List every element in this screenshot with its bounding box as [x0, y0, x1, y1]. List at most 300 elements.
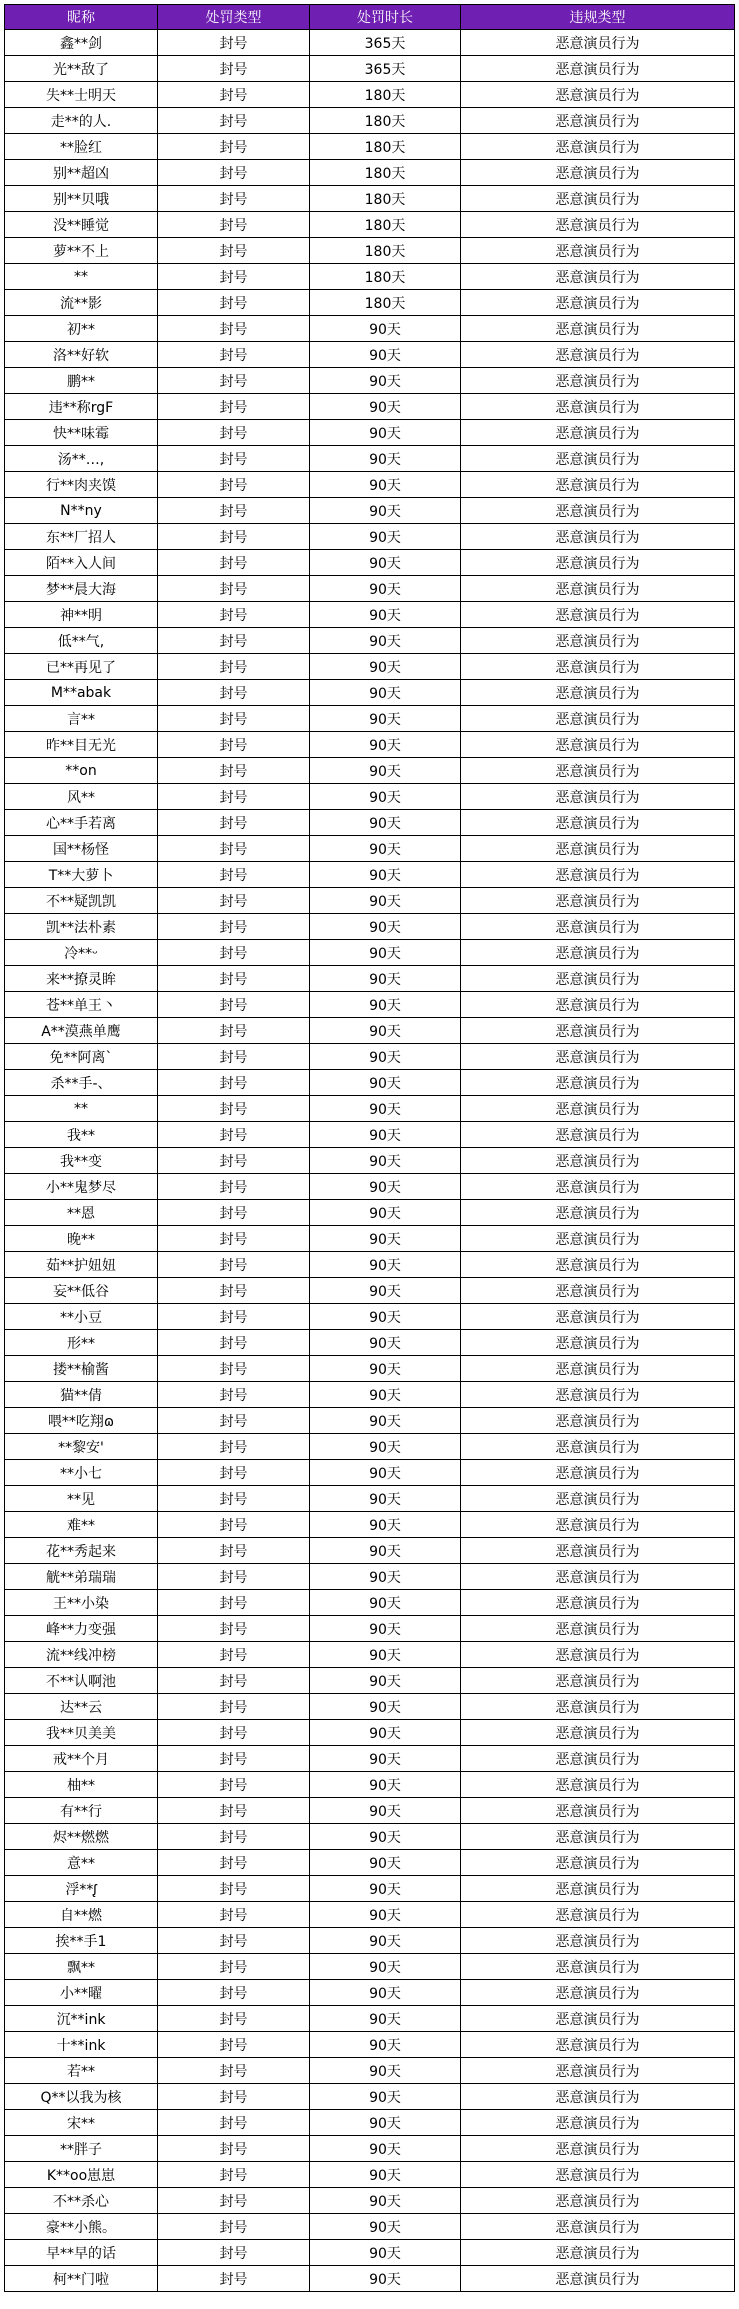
cell-penalty-type: 封号 [158, 1278, 310, 1303]
table-row [5, 2006, 735, 2032]
cell-penalty-duration: 90天 [310, 1538, 461, 1563]
cell-violation-type: 恶意演员行为 [461, 2110, 735, 2135]
cell-penalty-duration: 90天 [310, 1122, 461, 1147]
cell-nickname: 戒**个月 [5, 1746, 158, 1771]
cell-violation-type: 恶意演员行为 [461, 914, 735, 939]
cell-penalty-type: 封号 [158, 1642, 310, 1667]
cell-violation-type: 恶意演员行为 [461, 2032, 735, 2057]
cell-violation-type: 恶意演员行为 [461, 1096, 735, 1121]
table-row [5, 1538, 735, 1564]
cell-violation-type: 恶意演员行为 [461, 1850, 735, 1875]
cell-violation-type: 恶意演员行为 [461, 1980, 735, 2005]
cell-penalty-type: 封号 [158, 524, 310, 549]
cell-nickname: N**ny [5, 498, 158, 523]
cell-penalty-type: 封号 [158, 2084, 310, 2109]
cell-penalty-duration: 90天 [310, 498, 461, 523]
cell-violation-type: 恶意演员行为 [461, 628, 735, 653]
cell-penalty-type: 封号 [158, 1252, 310, 1277]
cell-nickname: 小**曜 [5, 1980, 158, 2005]
cell-nickname: Q**以我为核 [5, 2084, 158, 2109]
table-row [5, 758, 735, 784]
cell-penalty-type: 封号 [158, 2266, 310, 2291]
cell-penalty-duration: 90天 [310, 420, 461, 445]
cell-violation-type: 恶意演员行为 [461, 1460, 735, 1485]
cell-penalty-duration: 90天 [310, 1434, 461, 1459]
cell-violation-type: 恶意演员行为 [461, 2084, 735, 2109]
cell-nickname: 免**阿离` [5, 1044, 158, 1069]
cell-penalty-duration: 90天 [310, 2240, 461, 2265]
cell-nickname: 不**杀心 [5, 2188, 158, 2213]
cell-penalty-type: 封号 [158, 2032, 310, 2057]
cell-penalty-duration: 180天 [310, 82, 461, 107]
cell-violation-type: 恶意演员行为 [461, 1304, 735, 1329]
cell-violation-type: 恶意演员行为 [461, 1954, 735, 1979]
cell-violation-type: 恶意演员行为 [461, 810, 735, 835]
cell-penalty-duration: 90天 [310, 472, 461, 497]
cell-violation-type: 恶意演员行为 [461, 1044, 735, 1069]
cell-nickname: 凯**法朴素 [5, 914, 158, 939]
cell-penalty-type: 封号 [158, 914, 310, 939]
table-row [5, 394, 735, 420]
table-row [5, 1642, 735, 1668]
cell-penalty-duration: 180天 [310, 108, 461, 133]
table-row [5, 316, 735, 342]
cell-penalty-duration: 90天 [310, 2032, 461, 2057]
cell-violation-type: 恶意演员行为 [461, 1902, 735, 1927]
cell-penalty-duration: 90天 [310, 2006, 461, 2031]
cell-nickname: 挨**手1 [5, 1928, 158, 1953]
cell-penalty-type: 封号 [158, 420, 310, 445]
cell-penalty-type: 封号 [158, 810, 310, 835]
table-row [5, 498, 735, 524]
cell-penalty-duration: 90天 [310, 966, 461, 991]
table-row [5, 1746, 735, 1772]
cell-penalty-duration: 180天 [310, 290, 461, 315]
cell-nickname: 苍**单王丶 [5, 992, 158, 1017]
cell-violation-type: 恶意演员行为 [461, 1148, 735, 1173]
cell-penalty-duration: 90天 [310, 1928, 461, 1953]
cell-penalty-type: 封号 [158, 1616, 310, 1641]
cell-violation-type: 恶意演员行为 [461, 1356, 735, 1381]
cell-penalty-type: 封号 [158, 966, 310, 991]
cell-penalty-duration: 90天 [310, 706, 461, 731]
cell-penalty-duration: 90天 [310, 992, 461, 1017]
cell-penalty-type: 封号 [158, 2136, 310, 2161]
cell-penalty-type: 封号 [158, 1980, 310, 2005]
cell-nickname: **小七 [5, 1460, 158, 1485]
cell-violation-type: 恶意演员行为 [461, 706, 735, 731]
cell-penalty-duration: 90天 [310, 1746, 461, 1771]
table-row [5, 576, 735, 602]
header-penalty-duration: 处罚时长 [310, 5, 461, 29]
cell-violation-type: 恶意演员行为 [461, 1590, 735, 1615]
cell-violation-type: 恶意演员行为 [461, 1772, 735, 1797]
cell-penalty-type: 封号 [158, 186, 310, 211]
cell-violation-type: 恶意演员行为 [461, 1174, 735, 1199]
cell-nickname: 茹**护妞妞 [5, 1252, 158, 1277]
cell-penalty-duration: 90天 [310, 1564, 461, 1589]
table-row [5, 1356, 735, 1382]
cell-penalty-duration: 90天 [310, 446, 461, 471]
cell-violation-type: 恶意演员行为 [461, 2058, 735, 2083]
table-row [5, 2136, 735, 2162]
cell-nickname: **恩 [5, 1200, 158, 1225]
table-row [5, 680, 735, 706]
cell-penalty-duration: 90天 [310, 1382, 461, 1407]
cell-penalty-duration: 90天 [310, 1070, 461, 1095]
cell-penalty-type: 封号 [158, 1902, 310, 1927]
cell-penalty-type: 封号 [158, 1122, 310, 1147]
cell-penalty-type: 封号 [158, 784, 310, 809]
table-row [5, 862, 735, 888]
penalty-table [4, 4, 735, 2292]
cell-violation-type: 恶意演员行为 [461, 1642, 735, 1667]
cell-nickname: 晚** [5, 1226, 158, 1251]
cell-nickname: 流**影 [5, 290, 158, 315]
cell-penalty-duration: 90天 [310, 1642, 461, 1667]
cell-penalty-type: 封号 [158, 264, 310, 289]
cell-violation-type: 恶意演员行为 [461, 368, 735, 393]
cell-penalty-duration: 90天 [310, 1590, 461, 1615]
cell-nickname: 自**燃 [5, 1902, 158, 1927]
cell-violation-type: 恶意演员行为 [461, 680, 735, 705]
cell-penalty-type: 封号 [158, 992, 310, 1017]
cell-penalty-type: 封号 [158, 1564, 310, 1589]
cell-nickname: 风** [5, 784, 158, 809]
cell-nickname: 妄**低谷 [5, 1278, 158, 1303]
cell-penalty-duration: 90天 [310, 680, 461, 705]
table-header [5, 4, 735, 30]
cell-violation-type: 恶意演员行为 [461, 316, 735, 341]
cell-penalty-duration: 90天 [310, 1616, 461, 1641]
cell-nickname: **黎安' [5, 1434, 158, 1459]
table-row [5, 2032, 735, 2058]
cell-penalty-type: 封号 [158, 2188, 310, 2213]
cell-nickname: 沉**ink [5, 2006, 158, 2031]
cell-violation-type: 恶意演员行为 [461, 1330, 735, 1355]
cell-penalty-duration: 90天 [310, 1226, 461, 1251]
table-row [5, 82, 735, 108]
cell-nickname: 国**杨怪 [5, 836, 158, 861]
cell-penalty-type: 封号 [158, 472, 310, 497]
cell-violation-type: 恶意演员行为 [461, 290, 735, 315]
table-row [5, 1200, 735, 1226]
cell-nickname: 鹏** [5, 368, 158, 393]
table-row [5, 1434, 735, 1460]
cell-violation-type: 恶意演员行为 [461, 836, 735, 861]
table-row [5, 420, 735, 446]
cell-nickname: 鑫**剑 [5, 30, 158, 55]
table-row [5, 2214, 735, 2240]
cell-penalty-type: 封号 [158, 1434, 310, 1459]
table-row [5, 1018, 735, 1044]
cell-nickname: **见 [5, 1486, 158, 1511]
table-row [5, 1668, 735, 1694]
table-row [5, 1330, 735, 1356]
cell-penalty-duration: 90天 [310, 1772, 461, 1797]
cell-nickname: 不**认啊池 [5, 1668, 158, 1693]
cell-nickname: 喂**吃翔ɷ [5, 1408, 158, 1433]
cell-penalty-duration: 90天 [310, 2084, 461, 2109]
cell-penalty-duration: 90天 [310, 1408, 461, 1433]
table-row [5, 368, 735, 394]
cell-penalty-type: 封号 [158, 1460, 310, 1485]
cell-nickname: 心**手若离 [5, 810, 158, 835]
cell-violation-type: 恶意演员行为 [461, 2266, 735, 2291]
cell-penalty-type: 封号 [158, 2058, 310, 2083]
cell-violation-type: 恶意演员行为 [461, 2214, 735, 2239]
table-row [5, 992, 735, 1018]
cell-nickname: 柯**门啦 [5, 2266, 158, 2291]
cell-penalty-duration: 90天 [310, 1096, 461, 1121]
cell-violation-type: 恶意演员行为 [461, 654, 735, 679]
cell-penalty-duration: 90天 [310, 2266, 461, 2291]
cell-nickname: 别**贝哦 [5, 186, 158, 211]
cell-nickname: K**oo崽崽 [5, 2162, 158, 2187]
cell-violation-type: 恶意演员行为 [461, 1616, 735, 1641]
cell-violation-type: 恶意演员行为 [461, 1746, 735, 1771]
cell-violation-type: 恶意演员行为 [461, 186, 735, 211]
cell-penalty-duration: 90天 [310, 550, 461, 575]
table-row [5, 1694, 735, 1720]
cell-nickname: 豪**小熊。 [5, 2214, 158, 2239]
cell-penalty-duration: 90天 [310, 758, 461, 783]
cell-penalty-duration: 90天 [310, 654, 461, 679]
cell-violation-type: 恶意演员行为 [461, 342, 735, 367]
cell-penalty-duration: 90天 [310, 1694, 461, 1719]
cell-nickname: 我** [5, 1122, 158, 1147]
cell-nickname: 行**肉夹馍 [5, 472, 158, 497]
table-row [5, 1278, 735, 1304]
cell-penalty-type: 封号 [158, 1174, 310, 1199]
cell-penalty-duration: 90天 [310, 2188, 461, 2213]
cell-nickname: 失**士明天 [5, 82, 158, 107]
cell-penalty-type: 封号 [158, 628, 310, 653]
cell-nickname: 小**鬼梦尽 [5, 1174, 158, 1199]
cell-penalty-duration: 90天 [310, 1018, 461, 1043]
cell-penalty-type: 封号 [158, 1720, 310, 1745]
cell-violation-type: 恶意演员行为 [461, 2136, 735, 2161]
cell-penalty-type: 封号 [158, 550, 310, 575]
table-row [5, 810, 735, 836]
table-row [5, 1564, 735, 1590]
cell-penalty-duration: 90天 [310, 862, 461, 887]
cell-nickname: ** [5, 264, 158, 289]
cell-penalty-duration: 90天 [310, 1148, 461, 1173]
cell-violation-type: 恶意演员行为 [461, 2162, 735, 2187]
cell-nickname: 猫**倩 [5, 1382, 158, 1407]
cell-nickname: 低**气, [5, 628, 158, 653]
cell-penalty-duration: 180天 [310, 160, 461, 185]
cell-penalty-duration: 90天 [310, 524, 461, 549]
cell-penalty-duration: 90天 [310, 914, 461, 939]
cell-nickname: T**大萝卜 [5, 862, 158, 887]
cell-penalty-duration: 90天 [310, 394, 461, 419]
cell-penalty-duration: 90天 [310, 1980, 461, 2005]
cell-penalty-duration: 180天 [310, 186, 461, 211]
cell-penalty-type: 封号 [158, 108, 310, 133]
table-row [5, 1070, 735, 1096]
cell-violation-type: 恶意演员行为 [461, 1512, 735, 1537]
cell-penalty-type: 封号 [158, 160, 310, 185]
table-row [5, 1980, 735, 2006]
cell-violation-type: 恶意演员行为 [461, 602, 735, 627]
cell-violation-type: 恶意演员行为 [461, 1200, 735, 1225]
cell-nickname: **小豆 [5, 1304, 158, 1329]
cell-penalty-type: 封号 [158, 2162, 310, 2187]
cell-penalty-type: 封号 [158, 1486, 310, 1511]
table-row [5, 1460, 735, 1486]
table-row [5, 238, 735, 264]
cell-nickname: 飘** [5, 1954, 158, 1979]
cell-penalty-duration: 90天 [310, 810, 461, 835]
cell-nickname: 光**敌了 [5, 56, 158, 81]
cell-penalty-duration: 90天 [310, 1954, 461, 1979]
table-row [5, 1798, 735, 1824]
cell-nickname: 别**超凶 [5, 160, 158, 185]
header-violation-type: 违规类型 [461, 5, 735, 29]
cell-nickname: 言** [5, 706, 158, 731]
table-row [5, 1928, 735, 1954]
cell-penalty-type: 封号 [158, 30, 310, 55]
cell-violation-type: 恶意演员行为 [461, 420, 735, 445]
cell-penalty-duration: 90天 [310, 1330, 461, 1355]
cell-violation-type: 恶意演员行为 [461, 134, 735, 159]
cell-penalty-type: 封号 [158, 1200, 310, 1225]
header-nickname: 昵称 [5, 5, 158, 29]
cell-violation-type: 恶意演员行为 [461, 160, 735, 185]
cell-violation-type: 恶意演员行为 [461, 524, 735, 549]
cell-penalty-type: 封号 [158, 56, 310, 81]
cell-violation-type: 恶意演员行为 [461, 2240, 735, 2265]
cell-penalty-duration: 90天 [310, 1356, 461, 1381]
cell-nickname: 达**云 [5, 1694, 158, 1719]
cell-nickname: 不**疑凯凯 [5, 888, 158, 913]
cell-penalty-type: 封号 [158, 82, 310, 107]
cell-penalty-type: 封号 [158, 706, 310, 731]
cell-nickname: 难** [5, 1512, 158, 1537]
cell-penalty-type: 封号 [158, 1382, 310, 1407]
cell-penalty-type: 封号 [158, 1954, 310, 1979]
cell-penalty-duration: 90天 [310, 1798, 461, 1823]
cell-nickname: 意** [5, 1850, 158, 1875]
cell-penalty-type: 封号 [158, 1304, 310, 1329]
cell-penalty-duration: 90天 [310, 1044, 461, 1069]
cell-nickname: 若** [5, 2058, 158, 2083]
cell-penalty-type: 封号 [158, 1798, 310, 1823]
cell-violation-type: 恶意演员行为 [461, 888, 735, 913]
cell-penalty-duration: 180天 [310, 238, 461, 263]
cell-penalty-duration: 90天 [310, 1668, 461, 1693]
table-row [5, 342, 735, 368]
cell-violation-type: 恶意演员行为 [461, 82, 735, 107]
cell-violation-type: 恶意演员行为 [461, 1382, 735, 1407]
cell-penalty-type: 封号 [158, 862, 310, 887]
cell-violation-type: 恶意演员行为 [461, 862, 735, 887]
cell-nickname: 花**秀起来 [5, 1538, 158, 1563]
table-row [5, 212, 735, 238]
table-row [5, 2188, 735, 2214]
cell-nickname: 汤**…, [5, 446, 158, 471]
table-row [5, 160, 735, 186]
cell-penalty-type: 封号 [158, 1070, 310, 1095]
cell-penalty-duration: 90天 [310, 836, 461, 861]
cell-violation-type: 恶意演员行为 [461, 758, 735, 783]
cell-penalty-type: 封号 [158, 1824, 310, 1849]
cell-violation-type: 恶意演员行为 [461, 1226, 735, 1251]
cell-penalty-type: 封号 [158, 1148, 310, 1173]
table-body [5, 30, 735, 2292]
table-row [5, 2084, 735, 2110]
cell-penalty-duration: 90天 [310, 888, 461, 913]
cell-penalty-type: 封号 [158, 498, 310, 523]
cell-violation-type: 恶意演员行为 [461, 2188, 735, 2213]
table-row [5, 1174, 735, 1200]
cell-violation-type: 恶意演员行为 [461, 1538, 735, 1563]
cell-violation-type: 恶意演员行为 [461, 498, 735, 523]
cell-violation-type: 恶意演员行为 [461, 2006, 735, 2031]
cell-penalty-duration: 90天 [310, 342, 461, 367]
cell-nickname: 早**早的话 [5, 2240, 158, 2265]
cell-penalty-duration: 90天 [310, 2058, 461, 2083]
cell-penalty-type: 封号 [158, 940, 310, 965]
cell-penalty-duration: 365天 [310, 30, 461, 55]
cell-violation-type: 恶意演员行为 [461, 1928, 735, 1953]
cell-penalty-type: 封号 [158, 1746, 310, 1771]
cell-penalty-duration: 90天 [310, 1174, 461, 1199]
cell-penalty-type: 封号 [158, 446, 310, 471]
cell-nickname: 形** [5, 1330, 158, 1355]
cell-violation-type: 恶意演员行为 [461, 108, 735, 133]
cell-penalty-duration: 90天 [310, 628, 461, 653]
cell-nickname: 已**再见了 [5, 654, 158, 679]
cell-penalty-type: 封号 [158, 394, 310, 419]
cell-violation-type: 恶意演员行为 [461, 1122, 735, 1147]
cell-nickname: 浮**ᶘ [5, 1876, 158, 1901]
table-row [5, 108, 735, 134]
header-penalty-type: 处罚类型 [158, 5, 310, 29]
cell-nickname: ** [5, 1096, 158, 1121]
cell-violation-type: 恶意演员行为 [461, 1668, 735, 1693]
table-row [5, 1226, 735, 1252]
cell-penalty-type: 封号 [158, 316, 310, 341]
table-row [5, 1902, 735, 1928]
cell-nickname: 来**撩灵眸 [5, 966, 158, 991]
cell-violation-type: 恶意演员行为 [461, 1720, 735, 1745]
table-row [5, 784, 735, 810]
cell-penalty-duration: 90天 [310, 940, 461, 965]
cell-nickname: 烬**燃燃 [5, 1824, 158, 1849]
cell-penalty-type: 封号 [158, 1538, 310, 1563]
cell-nickname: 杀**手-、 [5, 1070, 158, 1095]
cell-penalty-type: 封号 [158, 1850, 310, 1875]
table-row [5, 2058, 735, 2084]
cell-penalty-duration: 180天 [310, 212, 461, 237]
table-row [5, 1954, 735, 1980]
cell-penalty-type: 封号 [158, 1668, 310, 1693]
cell-violation-type: 恶意演员行为 [461, 1408, 735, 1433]
cell-penalty-type: 封号 [158, 1590, 310, 1615]
cell-penalty-type: 封号 [158, 1876, 310, 1901]
cell-penalty-type: 封号 [158, 1512, 310, 1537]
cell-penalty-type: 封号 [158, 342, 310, 367]
cell-penalty-type: 封号 [158, 1408, 310, 1433]
cell-penalty-type: 封号 [158, 1330, 310, 1355]
table-row [5, 1720, 735, 1746]
cell-nickname: 陌**入人间 [5, 550, 158, 575]
cell-violation-type: 恶意演员行为 [461, 1564, 735, 1589]
table-row [5, 1850, 735, 1876]
